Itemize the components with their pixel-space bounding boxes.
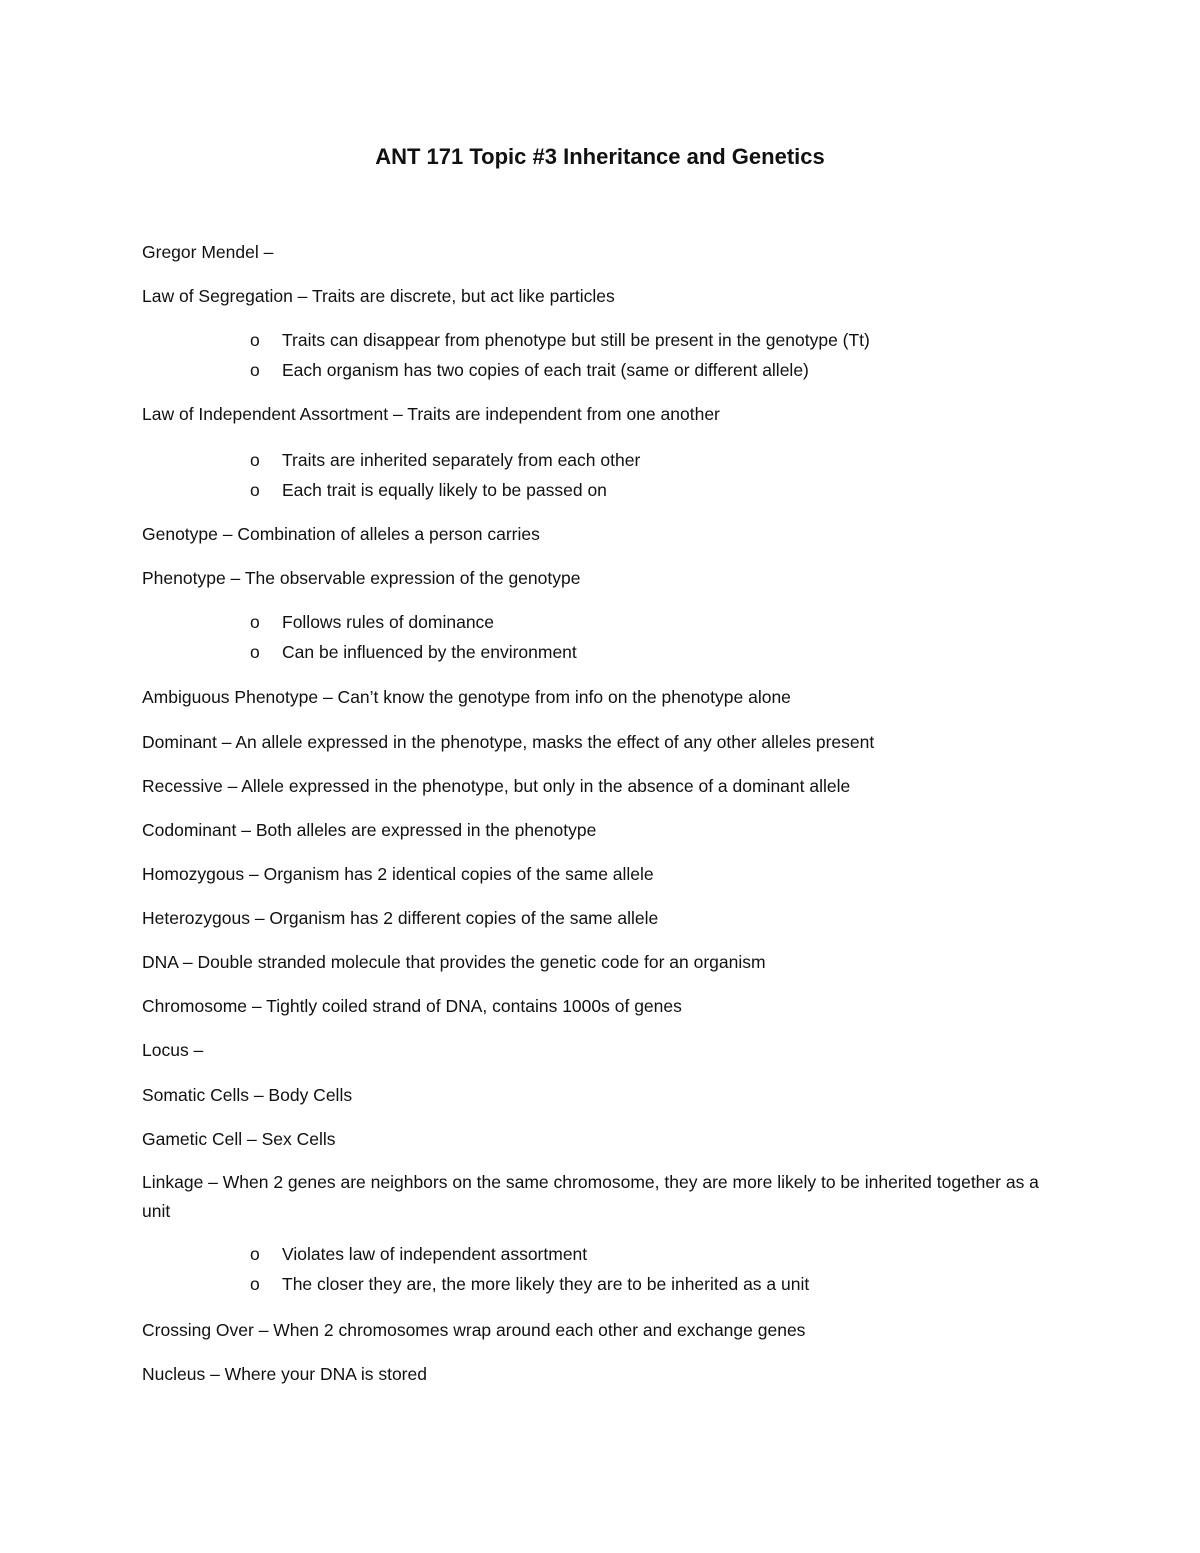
independent-bullet-2: Each trait is equally likely to be passed on xyxy=(282,480,607,500)
segregation-bullet-2: Each organism has two copies of each trait (same or different allele) xyxy=(282,360,809,380)
entry-heterozygous: Heterozygous – Organism has 2 different copies of the same allele xyxy=(142,908,659,928)
entry-crossing-over: Crossing Over – When 2 chromosomes wrap around each other and exchange genes xyxy=(142,1320,806,1340)
entry-homozygous: Homozygous – Organism has 2 identical copies of the same allele xyxy=(142,864,654,884)
entry-nucleus: Nucleus – Where your DNA is stored xyxy=(142,1364,427,1384)
bullet-marker: o xyxy=(250,330,260,350)
entry-recessive: Recessive – Allele expressed in the phenotype, but only in the absence of a dominant allele xyxy=(142,776,851,796)
phenotype-bullet-2: Can be influenced by the environment xyxy=(282,642,577,662)
entry-law-of-independent-assortment: Law of Independent Assortment – Traits are independent from one another xyxy=(142,404,720,424)
entry-genotype: Genotype – Combination of alleles a person carries xyxy=(142,524,540,544)
entry-gregor-mendel: Gregor Mendel – xyxy=(142,242,274,262)
entry-chromosome: Chromosome – Tightly coiled strand of DNA, contains 1000s of genes xyxy=(142,996,682,1016)
entry-law-of-segregation: Law of Segregation – Traits are discrete, but act like particles xyxy=(142,286,615,306)
linkage-bullet-1: Violates law of independent assortment xyxy=(282,1244,588,1264)
entry-locus: Locus – xyxy=(142,1040,204,1060)
entry-dominant: Dominant – An allele expressed in the phenotype, masks the effect of any other alleles present xyxy=(142,732,875,752)
bullet-marker: o xyxy=(250,360,260,380)
entry-phenotype: Phenotype – The observable expression of the genotype xyxy=(142,568,581,588)
entry-dna: DNA – Double stranded molecule that provides the genetic code for an organism xyxy=(142,952,766,972)
page-title: ANT 171 Topic #3 Inheritance and Genetics xyxy=(375,144,825,169)
entry-gametic-cell: Gametic Cell – Sex Cells xyxy=(142,1129,336,1149)
entry-codominant: Codominant – Both alleles are expressed in the phenotype xyxy=(142,820,597,840)
phenotype-bullet-1: Follows rules of dominance xyxy=(282,612,495,632)
segregation-bullet-1: Traits can disappear from phenotype but still be present in the genotype (Tt) xyxy=(282,330,870,350)
independent-bullet-1: Traits are inherited separately from each other xyxy=(282,450,641,470)
bullet-marker: o xyxy=(250,642,260,662)
entry-linkage: Linkage – When 2 genes are neighbors on the same chromosome, they are more likely to be inherited together as a unit xyxy=(142,1172,1039,1221)
bullet-marker: o xyxy=(250,612,260,632)
entry-ambiguous-phenotype: Ambiguous Phenotype – Can’t know the genotype from info on the phenotype alone xyxy=(142,687,791,707)
entry-somatic-cells: Somatic Cells – Body Cells xyxy=(142,1085,353,1105)
bullet-marker: o xyxy=(250,480,260,500)
bullet-marker: o xyxy=(250,1274,260,1294)
bullet-marker: o xyxy=(250,450,260,470)
bullet-marker: o xyxy=(250,1244,260,1264)
linkage-bullet-2: The closer they are, the more likely they are to be inherited as a unit xyxy=(282,1274,810,1294)
